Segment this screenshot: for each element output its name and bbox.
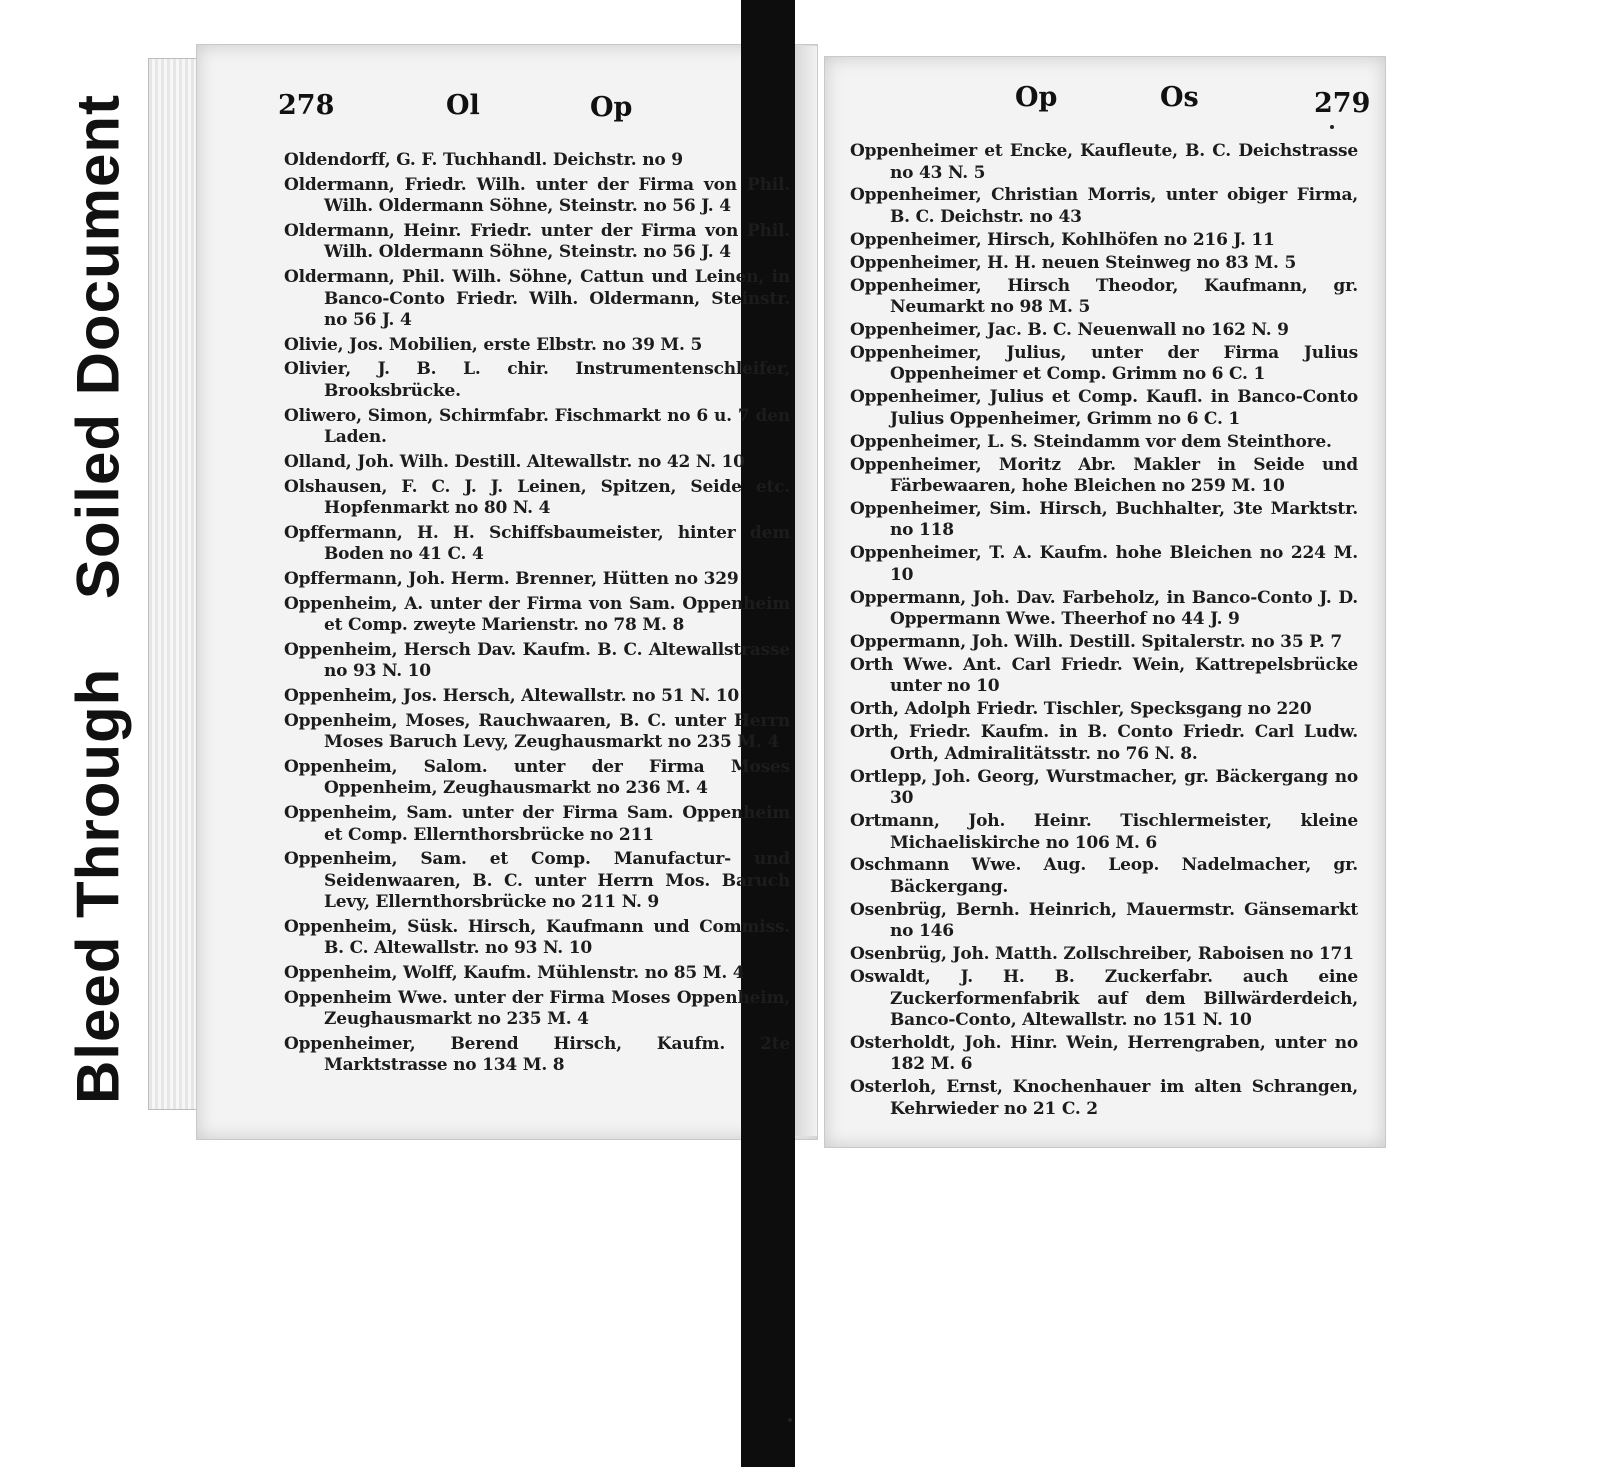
directory-entry: Oldermann, Friedr. Wilh. unter der Firma von Phil. Wilh. Oldermann Söhne, Steinstr. no 56 J. 4 bbox=[284, 174, 790, 217]
bleed-through-label: Bleed Through bbox=[64, 667, 132, 1104]
document-tag-label bbox=[38, 94, 158, 1104]
directory-entry: Orth, Adolph Friedr. Tischler, Specksgang no 220 bbox=[850, 699, 1312, 720]
directory-entry: Oppenheimer, Christian Morris, unter obiger Firma, B. C. Deichstr. no 43 bbox=[850, 185, 1358, 227]
directory-entry: Oppenheim, Sam. unter der Firma Sam. Oppenheim et Comp. Ellernthorsbrücke no 211 bbox=[284, 803, 790, 845]
directory-entry: Oschmann Wwe. Aug. Leop. Nadelmacher, gr. Bäckergang. bbox=[850, 855, 1358, 897]
directory-entry: Oppenheim, Moses, Rauchwaaren, B. C. unter Herrn Moses Baruch Levy, Zeughausmarkt no 235 M. 4 bbox=[284, 710, 790, 753]
directory-entry: Oppenheimer, Moritz Abr. Makler in Seide und Färbewaaren, hohe Bleichen no 259 M. 10 bbox=[850, 454, 1358, 497]
left-page-number: 278 bbox=[278, 90, 335, 121]
directory-entry: Osenbrüg, Bernh. Heinrich, Mauermstr. Gänsemarkt no 146 bbox=[850, 899, 1358, 942]
directory-entry: Oppenheim, Sam. et Comp. Manufactur- und Seidenwaaren, B. C. unter Herrn Mos. Baruch Levy, Ellernthorsbrücke no 211 N. 9 bbox=[284, 849, 790, 913]
directory-entry: Oppenheimer, Hirsch Theodor, Kaufmann, gr. Neumarkt no 98 M. 5 bbox=[850, 275, 1358, 318]
directory-entry: Opffermann, Joh. Herm. Brenner, Hütten no 329 bbox=[284, 568, 739, 589]
right-entry-list bbox=[850, 141, 1358, 1122]
directory-entry: Ortmann, Joh. Heinr. Tischlermeister, kleine Michaeliskirche no 106 M. 6 bbox=[850, 811, 1358, 853]
directory-entry: Osenbrüg, Joh. Matth. Zollschreiber, Raboisen no 171 bbox=[850, 944, 1354, 965]
directory-entry: Oppenheim, Wolff, Kaufm. Mühlenstr. no 85 M. 4 bbox=[284, 963, 745, 984]
directory-entry: Oppenheimer, T. A. Kaufm. hohe Bleichen no 224 M. 10 bbox=[850, 543, 1358, 585]
directory-entry: Osterloh, Ernst, Knochenhauer im alten Schrangen, Kehrwieder no 21 C. 2 bbox=[850, 1077, 1358, 1119]
left-header-to: Op bbox=[590, 92, 633, 123]
directory-entry: Oppenheim, Süsk. Hirsch, Kaufmann und Commiss. B. C. Altewallstr. no 93 N. 10 bbox=[284, 916, 790, 959]
directory-entry: Olivier, J. B. L. chir. Instrumentenschleifer, Brooksbrücke. bbox=[284, 359, 790, 401]
directory-entry: Opffermann, H. H. Schiffsbaumeister, hinter dem Boden no 41 C. 4 bbox=[284, 522, 790, 565]
directory-entry: Oswaldt, J. H. B. Zuckerfabr. auch eine Zuckerformenfabrik auf dem Billwärderdeich, Banco-Conto, Altewallstr. no 151 N. 10 bbox=[850, 967, 1358, 1031]
directory-entry: Oppenheimer, Julius et Comp. Kaufl. in Banco-Conto Julius Oppenheimer, Grimm no 6 C. 1 bbox=[850, 387, 1358, 429]
directory-entry: Oldermann, Phil. Wilh. Söhne, Cattun und Leinen, in Banco-Conto Friedr. Wilh. Oldermann, Steinstr. no 56 J. 4 bbox=[284, 267, 790, 331]
directory-entry: Oppenheimer, Hirsch, Kohlhöfen no 216 J. 11 bbox=[850, 229, 1275, 250]
directory-entry: Oppenheimer, L. S. Steindamm vor dem Steinthore. bbox=[850, 431, 1332, 452]
directory-entry: Oppermann, Joh. Wilh. Destill. Spitalerstr. no 35 P. 7 bbox=[850, 632, 1342, 653]
directory-entry: Oppermann, Joh. Dav. Farbeholz, in Banco-Conto J. D. Oppermann Wwe. Theerhof no 44 J. 9 bbox=[850, 587, 1358, 630]
directory-entry: Oppenheimer, Berend Hirsch, Kaufm. 2te Marktstrasse no 134 M. 8 bbox=[284, 1033, 790, 1076]
directory-entry: Oldermann, Heinr. Friedr. unter der Firma von Phil. Wilh. Oldermann Söhne, Steinstr. no 56 J. 4 bbox=[284, 220, 790, 263]
directory-entry: Orth Wwe. Ant. Carl Friedr. Wein, Kattrepelsbrücke unter no 10 bbox=[850, 654, 1358, 697]
right-page-number: 279 bbox=[1314, 88, 1371, 119]
directory-entry: Oppenheim, Jos. Hersch, Altewallstr. no 51 N. 10 bbox=[284, 685, 740, 706]
directory-entry: Ortlepp, Joh. Georg, Wurstmacher, gr. Bäckergang no 30 bbox=[850, 766, 1358, 809]
directory-entry: Oppenheimer, Julius, unter der Firma Julius Oppenheimer et Comp. Grimm no 6 C. 1 bbox=[850, 342, 1358, 385]
left-entry-list bbox=[284, 150, 790, 1080]
directory-entry: Olland, Joh. Wilh. Destill. Altewallstr. no 42 N. 10 bbox=[284, 451, 745, 472]
ink-speck bbox=[788, 1418, 792, 1422]
directory-entry: Orth, Friedr. Kaufm. in B. Conto Friedr. Carl Ludw. Orth, Admiralitätsstr. no 76 N. 8. bbox=[850, 722, 1358, 764]
directory-entry: Olivie, Jos. Mobilien, erste Elbstr. no 39 M. 5 bbox=[284, 334, 703, 355]
directory-entry: Oliwero, Simon, Schirmfabr. Fischmarkt no 6 u. 7 den Laden. bbox=[284, 405, 790, 448]
directory-entry: Oppenheim, Salom. unter der Firma Moses Oppenheim, Zeughausmarkt no 236 M. 4 bbox=[284, 756, 790, 799]
ink-speck bbox=[1330, 125, 1334, 129]
directory-entry: Oppenheimer, Jac. B. C. Neuenwall no 162 N. 9 bbox=[850, 319, 1289, 340]
left-header-from: Ol bbox=[446, 90, 480, 121]
page-edges bbox=[148, 58, 198, 1110]
directory-entry: Oppenheim Wwe. unter der Firma Moses Oppenheim, Zeughausmarkt no 235 M. 4 bbox=[284, 987, 790, 1030]
directory-entry: Oppenheim, Hersch Dav. Kaufm. B. C. Altewallstrasse no 93 N. 10 bbox=[284, 639, 790, 682]
directory-entry: Oppenheimer, Sim. Hirsch, Buchhalter, 3te Marktstr. no 118 bbox=[850, 498, 1358, 541]
directory-entry: Osterholdt, Joh. Hinr. Wein, Herrengraben, unter no 182 M. 6 bbox=[850, 1032, 1358, 1075]
right-header-from: Op bbox=[1015, 82, 1058, 113]
directory-entry: Oppenheim, A. unter der Firma von Sam. Oppenheim et Comp. zweyte Marienstr. no 78 M. 8 bbox=[284, 593, 790, 636]
book-gutter bbox=[795, 46, 817, 1136]
soiled-document-label: Soiled Document bbox=[64, 94, 132, 600]
directory-entry: Olshausen, F. C. J. J. Leinen, Spitzen, Seide etc. Hopfenmarkt no 80 N. 4 bbox=[284, 476, 790, 518]
directory-entry: Oldendorff, G. F. Tuchhandl. Deichstr. no 9 bbox=[284, 150, 683, 170]
right-header-to: Os bbox=[1160, 82, 1199, 113]
directory-entry: Oppenheimer et Encke, Kaufleute, B. C. Deichstrasse no 43 N. 5 bbox=[850, 141, 1358, 183]
directory-entry: Oppenheimer, H. H. neuen Steinweg no 83 M. 5 bbox=[850, 252, 1297, 273]
